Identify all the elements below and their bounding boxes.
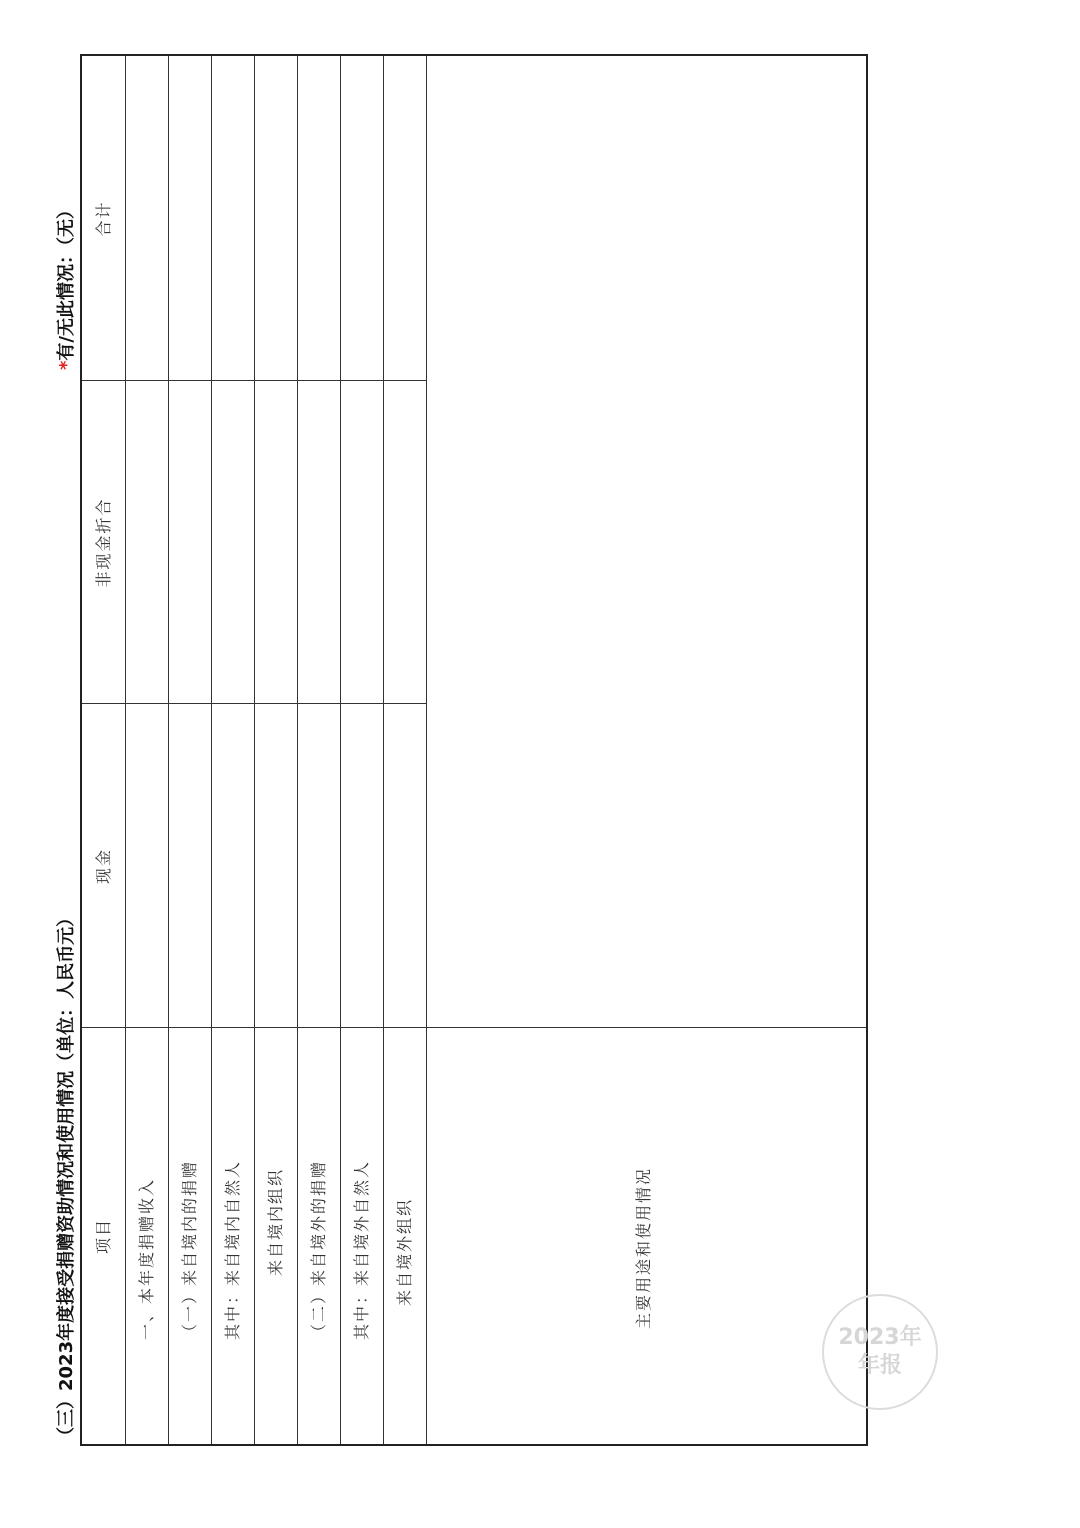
column-header-cash: 现金 bbox=[94, 848, 113, 885]
watermark-line-1: 2023年 bbox=[838, 1325, 922, 1350]
row-label-annual-income: 一、本年度捐赠收入 bbox=[137, 1177, 156, 1340]
row-label-domestic-donations: （一）来自境内的捐赠 bbox=[180, 1159, 199, 1340]
required-star: * bbox=[56, 360, 77, 370]
column-header-total: 合计 bbox=[94, 200, 113, 237]
column-header-item: 项目 bbox=[94, 1218, 113, 1255]
watermark-line-2: 年报 bbox=[857, 1353, 902, 1378]
section-title: （三）2023年度接受捐赠资助情况和使用情况（单位：人民币元） bbox=[56, 908, 77, 1445]
status-indicator bbox=[54, 201, 80, 370]
row-label-domestic-individuals: 其中：来自境内自然人 bbox=[223, 1159, 242, 1340]
usage-label: 主要用途和使用情况 bbox=[634, 1166, 653, 1329]
row-label-foreign-individuals: 其中：来自境外自然人 bbox=[352, 1159, 371, 1340]
row-label-domestic-organizations: 来自境内组织 bbox=[266, 1167, 285, 1276]
donation-table bbox=[80, 54, 868, 1446]
row-label-foreign-organizations: 来自境外组织 bbox=[395, 1197, 414, 1306]
column-header-noncash: 非现金折合 bbox=[94, 497, 113, 588]
row-label-foreign-donations: （二）来自境外的捐赠 bbox=[309, 1159, 328, 1340]
annual-report-watermark bbox=[822, 1294, 938, 1410]
status-label: 有/无此情况：（无） bbox=[56, 201, 77, 361]
